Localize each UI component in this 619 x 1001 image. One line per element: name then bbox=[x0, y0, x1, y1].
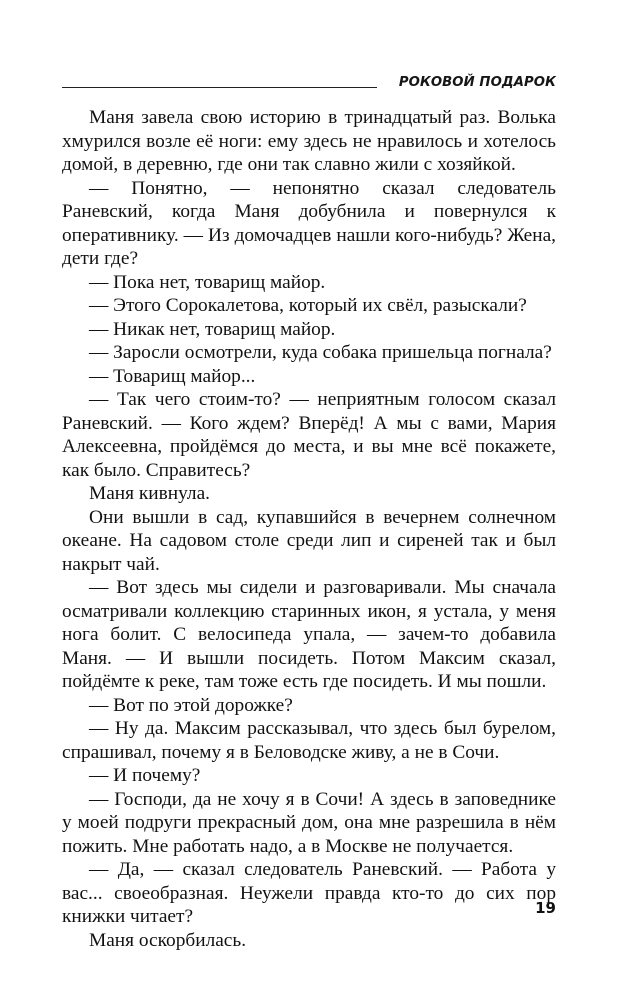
paragraph: — Вот здесь мы сидели и разговаривали. Мы сначала осматривали коллекцию старинных икон, я устала, у меня нога болит. С велосипеда упала, — зачем-то добавила Маня. — И вышли посидеть. Потом Максим сказал, пойдёмте к реке, там тоже есть где посидеть. И мы пошли. bbox=[62, 577, 556, 692]
paragraph: — Никак нет, товарищ майор. bbox=[89, 318, 336, 340]
body-text bbox=[62, 106, 556, 952]
paragraph: Маня оскорбилась. bbox=[89, 929, 247, 951]
page-number: 19 bbox=[535, 899, 556, 917]
paragraph: Маня кивнула. bbox=[89, 483, 211, 504]
paragraph: — Пока нет, товарищ майор. bbox=[89, 271, 326, 293]
paragraph: Маня завела свою историю в тринадцатый раз. Волька хмурился возле её ноги: ему здесь не нравилось и хотелось домой, в деревню, где они так славно жили с хозяйкой. bbox=[62, 107, 556, 175]
header-rule bbox=[62, 87, 377, 88]
paragraph: — Вот по этой дорожке? bbox=[89, 694, 293, 716]
paragraph: Они вышли в сад, купавшийся в вечернем солнечном океане. На садовом столе среди лип и сиреней так и был накрыт чай. bbox=[62, 506, 556, 575]
paragraph: — Господи, да не хочу я в Сочи! А здесь в заповеднике у моей подруги прекрасный дом, она мне разрешила в нём пожить. Мне работать надо, а в Москве не получается. bbox=[62, 788, 556, 857]
running-head bbox=[62, 74, 556, 96]
paragraph: — Ну да. Максим рассказывал, что здесь был бурелом, спрашивал, почему я в Беловодске живу, а не в Сочи. bbox=[62, 718, 556, 763]
paragraph: — Товарищ майор... bbox=[89, 365, 256, 387]
paragraph: — Этого Сорокалетова, который их свёл, разыскали? bbox=[89, 295, 527, 316]
running-head-title: РОКОВОЙ ПОДАРОК bbox=[398, 75, 556, 90]
paragraph: — И почему? bbox=[89, 765, 201, 786]
paragraph: — Да, — сказал следователь Раневский. — Работа у вас... своеобразная. Неужели правда кто-то до сих пор книжки читает? bbox=[62, 859, 556, 927]
paragraph: — Заросли осмотрели, куда собака пришельца погнала? bbox=[89, 342, 552, 363]
paragraph: — Понятно, — непонятно сказал следователь Раневский, когда Маня добубнила и повернулся к оперативнику. — Из домочадцев нашли кого-нибудь? Жена, дети где? bbox=[62, 177, 556, 269]
paragraph: — Так чего стоим-то? — неприятным голосом сказал Раневский. — Кого ждем? Вперёд! А мы с вами, Мария Алексеевна, пройдёмся до места, и вы мне всё покажете, как было. Справитесь? bbox=[62, 389, 556, 481]
